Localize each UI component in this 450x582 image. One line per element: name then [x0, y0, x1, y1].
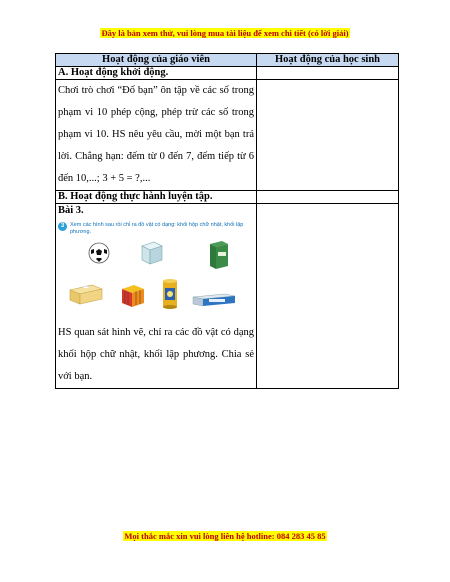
section-a-heading: A. Hoạt động khởi động. — [56, 67, 257, 80]
exercise-title: Bài 3. — [58, 205, 84, 216]
exercise-student-cell — [257, 204, 399, 389]
long-box-icon — [191, 292, 237, 308]
preview-notice: Đây là bản xem thử, vui lòng mua tài liệu để xem chi tiết (có lời giải) — [101, 28, 349, 38]
rubik-cube-icon — [120, 282, 146, 308]
hotline-notice: Mọi thắc mắc xin vui lòng liên hệ hotline: 084 283 45 85 — [124, 531, 326, 541]
tissue-box-icon — [68, 282, 104, 306]
exercise-prompt-text: Xem các hình sau rồi chỉ ra đồ vật có dạng: khối hộp chữ nhật, khối lập phương. — [70, 222, 244, 235]
green-box-icon — [208, 240, 230, 270]
section-a-content: Chơi trò chơi “Đố bạn” ôn tập về các số trong phạm vi 10 phép cộng, phép trừ các số trong phạm vi 10. HS nêu yêu cầu, mời một bạn trả lời. Chẳng hạn: đếm từ 0 đến 7, đếm tiếp từ 6 đến 10,...; 3 + 5 = ?,... — [56, 80, 257, 191]
soccer-ball-icon — [88, 242, 110, 264]
section-b-student-cell — [257, 191, 399, 204]
exercise-prompt — [58, 222, 254, 236]
section-a-student-cell — [257, 67, 399, 80]
white-cube-icon — [140, 240, 164, 266]
cylinder-can-icon — [161, 278, 179, 310]
lesson-table — [55, 53, 399, 389]
objects-illustration — [58, 240, 254, 312]
exercise-content: HS quan sát hình vẽ, chỉ ra các đồ vật có dạng khối hộp chữ nhật, khối lập phương. Chia sẻ với bạn. — [58, 327, 254, 382]
exercise-number-badge: 3 — [58, 222, 67, 231]
section-a-student-content — [257, 80, 399, 191]
exercise-cell — [56, 204, 257, 389]
teacher-column-header: Hoạt động của giáo viên — [56, 54, 257, 67]
student-column-header: Hoạt động của học sinh — [257, 54, 399, 67]
section-b-heading: B. Hoạt động thực hành luyện tập. — [56, 191, 257, 204]
